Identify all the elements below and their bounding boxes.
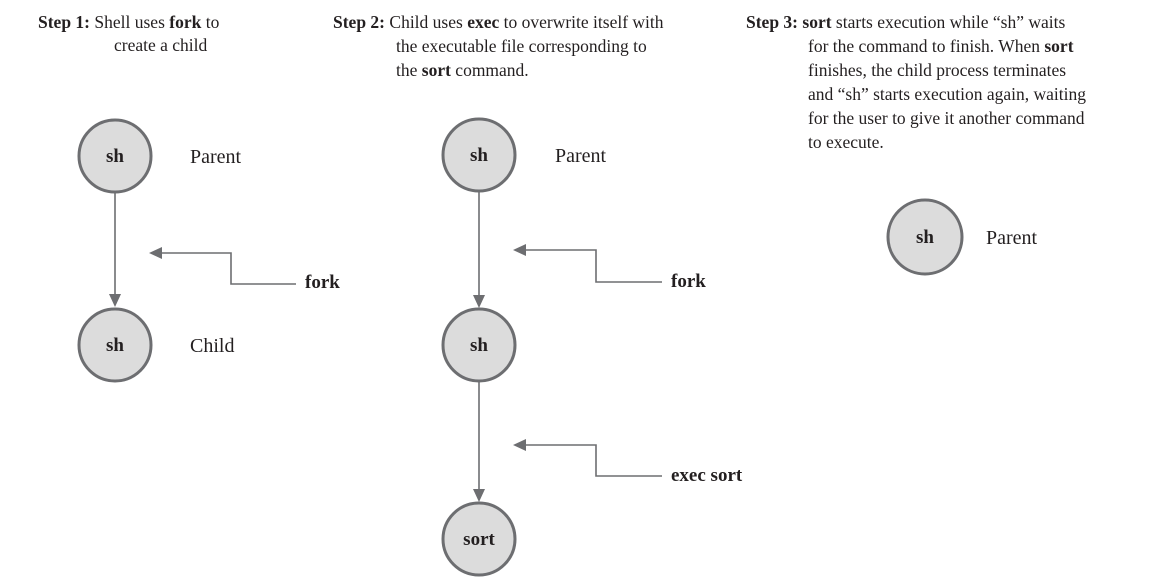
node-step-2-sort xyxy=(443,503,515,575)
step-1-text: create a child xyxy=(114,35,208,55)
node-step-3-parent xyxy=(888,200,962,274)
step-1-line-2 xyxy=(114,35,208,55)
step-3-text: sort xyxy=(1044,36,1074,56)
step-3-text: sort xyxy=(802,12,832,32)
arrow-left-icon xyxy=(513,244,526,256)
node-label: sort xyxy=(463,529,495,550)
step-2-line-2 xyxy=(396,36,647,56)
step-2-text: the executable file corresponding to xyxy=(396,36,647,56)
step-2-text: to overwrite itself with xyxy=(499,12,664,32)
arrow-left-icon xyxy=(513,439,526,451)
node-step-1-child xyxy=(79,309,151,381)
arrow-head-icon xyxy=(109,294,121,307)
child-label: Child xyxy=(190,335,235,357)
step-1-text: to xyxy=(201,12,220,32)
step-2-text: the xyxy=(396,60,422,80)
step-1-caption xyxy=(38,12,220,55)
fork-pointer-line xyxy=(524,250,662,282)
step-2-diagram xyxy=(443,119,743,575)
arrow-head-icon xyxy=(473,489,485,502)
step-3-label-line xyxy=(746,12,1065,32)
step-2-caption xyxy=(333,12,664,80)
step-3-text: for the command to finish. When xyxy=(808,36,1045,56)
step-1-diagram xyxy=(79,120,340,381)
arrow-head-icon xyxy=(473,295,485,308)
step-3-text: starts execution while “sh” waits xyxy=(831,12,1066,32)
exec-pointer-line xyxy=(524,445,662,476)
arrow-left-icon xyxy=(149,247,162,259)
step-3-text: finishes, the child process terminates xyxy=(808,60,1067,80)
step-3-text: and “sh” starts execution again, waiting xyxy=(808,84,1086,104)
step-1-label: Step 1: xyxy=(38,12,91,32)
node-label: sh xyxy=(470,335,488,356)
step-3-line-2 xyxy=(808,36,1074,56)
step-1-label-line xyxy=(38,12,220,32)
step-3-line-6 xyxy=(808,132,884,152)
step-2-text: Child uses xyxy=(389,12,468,32)
step-3-line-4 xyxy=(808,84,1086,104)
step-3-text: for the user to give it another command xyxy=(808,108,1085,128)
node-label: sh xyxy=(470,145,488,166)
node-label: sh xyxy=(106,335,124,356)
step-2-text: sort xyxy=(421,60,451,80)
step-1-text: Shell uses xyxy=(94,12,170,32)
step-2-line-3 xyxy=(396,60,529,80)
step-2-label-line xyxy=(333,12,664,32)
node-step-1-parent xyxy=(79,120,151,192)
step-1-text: fork xyxy=(169,12,202,32)
step-3-diagram xyxy=(888,200,1038,274)
node-step-2-child xyxy=(443,309,515,381)
fork-label: fork xyxy=(305,272,340,293)
parent-label: Parent xyxy=(190,146,242,168)
fork-label: fork xyxy=(671,271,706,292)
node-label: sh xyxy=(916,227,934,248)
step-2-text: command. xyxy=(450,60,529,80)
exec-sort-label: exec sort xyxy=(671,465,743,486)
fork-pointer-line xyxy=(160,253,296,284)
node-step-2-parent xyxy=(443,119,515,191)
parent-label: Parent xyxy=(555,145,607,167)
step-2-text: exec xyxy=(467,12,500,32)
step-3-line-3 xyxy=(808,60,1066,80)
step-2-label: Step 2: xyxy=(333,12,386,32)
step-3-text: to execute. xyxy=(808,132,884,152)
step-3-label: Step 3: xyxy=(746,12,799,32)
parent-label: Parent xyxy=(986,227,1038,249)
step-3-caption xyxy=(746,12,1086,152)
node-label: sh xyxy=(106,146,124,167)
step-3-line-5 xyxy=(808,108,1085,128)
